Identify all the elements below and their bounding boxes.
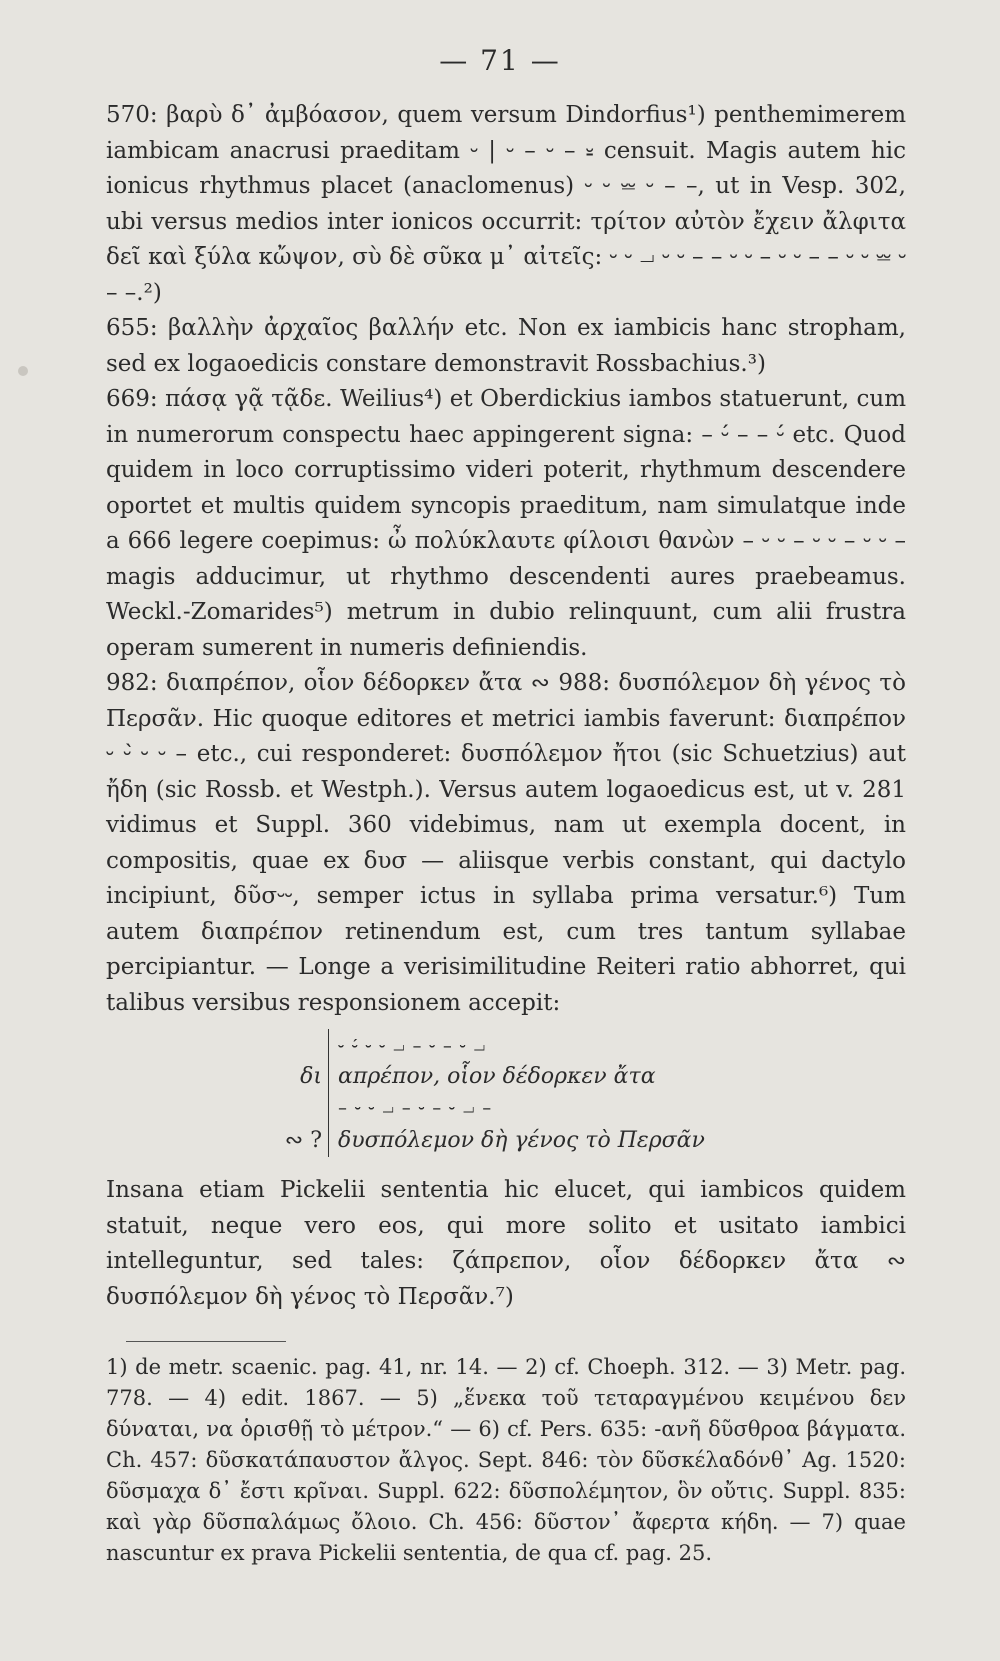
scan-spot bbox=[18, 366, 28, 376]
schema-row1-meter: ⏑ ⏑́ ⏑ ⏑ ⏗ – ⏑ – ⏑ ⏗ bbox=[338, 1036, 487, 1057]
schema-row1 bbox=[276, 1059, 796, 1089]
footnote-rule bbox=[126, 1341, 286, 1342]
paragraph-pickel: Insana etiam Pickelii sententia hic elucet, qui iambicos quidem statuit, neque vero eos, qui more solito et usitato iambici intelleguntur, sed tales: ζάπρεπον, οἷον δέδορκεν ἄτα ∾ δυσπόλεμον δὴ γένος τὸ Περσᾶν.⁷) bbox=[106, 1177, 906, 1310]
page-body bbox=[106, 98, 906, 1569]
metrical-schema bbox=[276, 1029, 796, 1159]
schema-row1-label: δι bbox=[300, 1064, 322, 1089]
paragraph-570: 570: βαρὺ δ᾽ ἀμβόασον, quem versum Dindorfius¹) penthemimerem iambicam anacrusi praeditam ⏑ | ⏑ – ⏑ – ⏓ censuit. Magis autem hic ionicus rhythmus placet (anaclomenus) ⏑ ⏑ ⏕ ⏑ – –, ut in Vesp. 302, ubi versus medios inter ionicos occurrit: τρίτον αὐτὸν ἔχειν ἄλφιτα δεῖ καὶ ξύλα κὤψον, σὺ δὲ σῦκα μ᾽ αἰτεῖς: ⏑ ⏑ ⏗ ⏑ ⏑ – – ⏑ ⏑ – ⏑ ⏑ – – ⏑ ⏑ ⏕ ⏑ – –.²) bbox=[106, 102, 906, 306]
schema-row2 bbox=[276, 1123, 796, 1153]
footnotes-text: 1) de metr. scaenic. pag. 41, nr. 14. — 2) cf. Choeph. 312. — 3) Metr. pag. 778. — 4) edit. 1867. — 5) „ἕνεκα τοῦ τεταραγμένου κειμένου δεν δύναται, να ὁρισθῇ τὸ μέτρον.“ — 6) cf. Pers. 635: -ανῆ δῦσθροα βάγματα. Ch. 457: δῦσκατάπαυστον ἄλγος. Sept. 846: τὸν δῦσκέλαδόνθ᾽ Ag. 1520: δῦσμαχα δ᾽ ἔστι κρῖναι. Suppl. 622: δῦσπολέμητον, ὃν οὔτις. Suppl. 835: καὶ γὰρ δῦσπαλάμως ὄλοιο. Ch. 456: δῦστον᾽ ἄφερτα κήδη. — 7) quae nascuntur ex prava Pickelii sententia, de qua cf. pag. 25. bbox=[106, 1355, 906, 1565]
footnotes bbox=[106, 1352, 906, 1569]
schema-row2-meter: – ⏑ ⏑ ⏗ – ⏑ – ⏑ ⏗ – bbox=[338, 1098, 493, 1119]
schema-row2-label: ∾ ? bbox=[284, 1128, 322, 1153]
page-number: — 71 — bbox=[439, 44, 561, 77]
schema-row2-text: δυσπόλεμον δὴ γένος τὸ Περσᾶν bbox=[338, 1128, 705, 1153]
schema-row1-text: απρέπον, οἷον δέδορκεν ἄτα bbox=[338, 1064, 656, 1089]
paragraph-655: 655: βαλλὴν ἀρχαῖος βαλλήν etc. Non ex iambicis hanc stropham, sed ex logaoedicis constare demonstravit Rossbachius.³) bbox=[106, 315, 906, 377]
paragraph-982: 982: διαπρέπον, οἷον δέδορκεν ἄτα ∾ 988: δυσπόλεμον δὴ γένος τὸ Περσᾶν. Hic quoque editores et metrici iambis faverunt: διαπρέπον ⏑ ⏑́ ⏑ ⏑ – etc., cui responderet: δυσπόλεμον ἤτοι (sic Schuetzius) aut ἤδη (sic Rossb. et Westph.). Versus autem logaoedicus est, ut v. 281 vidimus et Suppl. 360 videbimus, nam ut exempla docent, in compositis, quae ex δυσ — aliisque verbis constant, qui dactylo incipiunt, δῦσ⏑⏑, semper ictus in syllaba prima versatur.⁶) Tum autem διαπρέπον retinendum est, cum tres tantum syllabae percipiantur. — Longe a verisimilitudine Reiteri ratio abhorret, qui talibus versibus responsionem accepit: bbox=[106, 670, 906, 1016]
paragraph-669: 669: πάσᾳ γᾷ τᾷδε. Weilius⁴) et Oberdickius iambos statuerunt, cum in numerorum conspectu haec appingerent signa: – ⏑́ – – ⏑́ etc. Quod quidem in loco corruptissimo videri poterit, rhythmum descendere oportet et multis quidem syncopis praeditum, nam simulatque inde a 666 legere coepimus: ὦ πολύκλαυτε φίλοισι θανὼν – ⏑ ⏑ – ⏑ ⏑ – ⏑ ⏑ – magis adducimur, ut rhythmo descendenti aures praebeamus. Weckl.-Zomarides⁵) metrum in dubio relinquunt, cum alii frustra operam sumerent in numeris definiendis. bbox=[106, 386, 906, 661]
